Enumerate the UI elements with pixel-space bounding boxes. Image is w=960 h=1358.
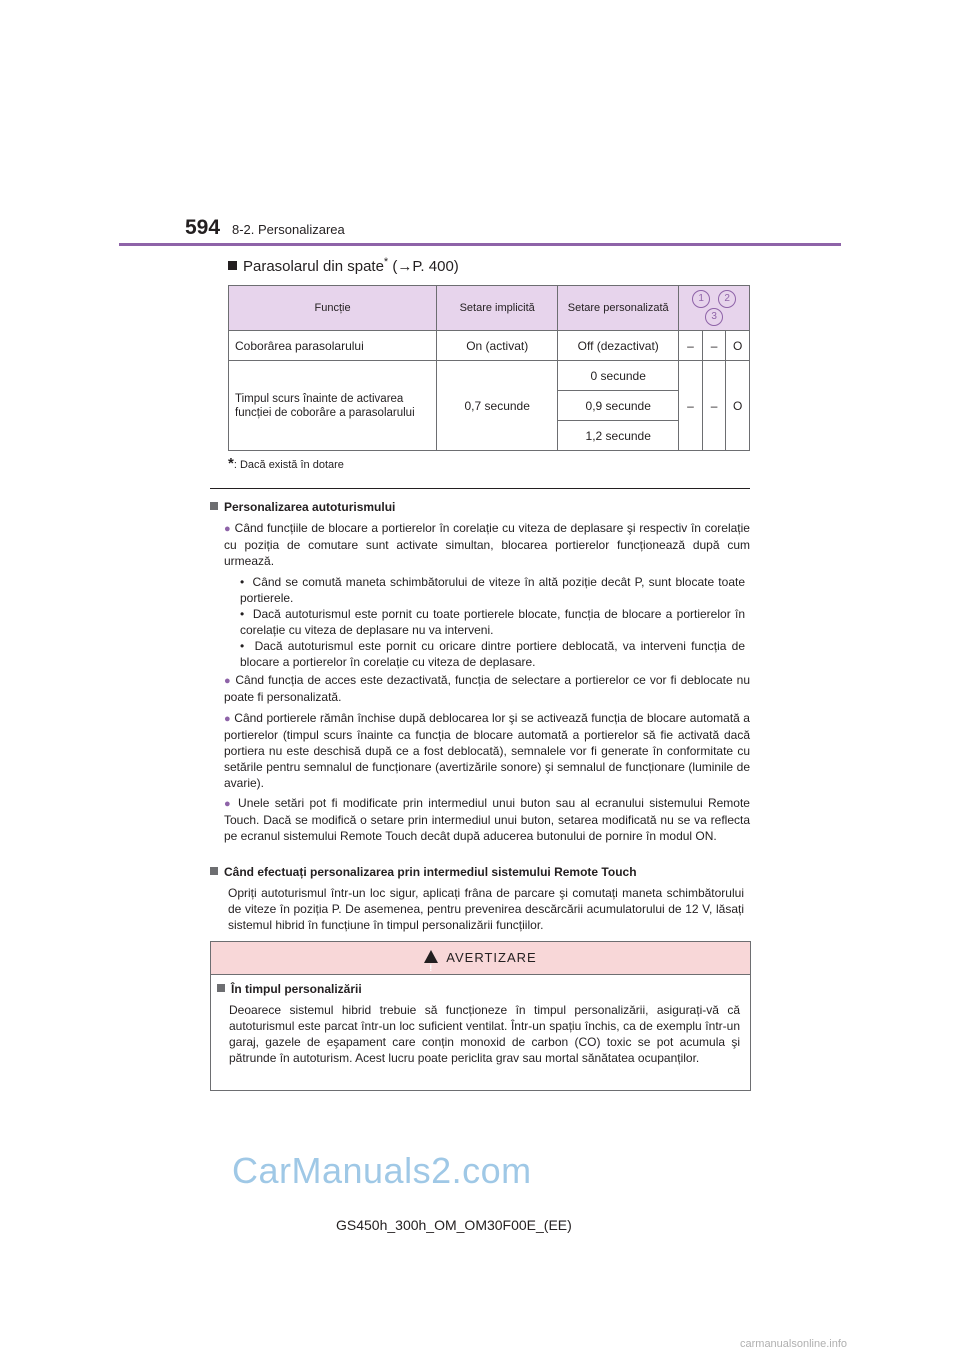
- header-implicit: Setare implicită: [437, 286, 558, 331]
- circled-number-1: 1: [692, 290, 710, 308]
- warning-text: Deoarece sistemul hibrid trebuie să funcționeze în timpul personalizării, asigurați-vă că autoturismul este parcat într-un loc suficient ventilat. Într-un spațiu închis, ca de exemplu într-un garaj, gazele de eşapament care conțin monoxid de carbon (CO) toxic se pot acumula şi pătrunde în autoturism. Acest lucru poate periclita grav sau mortal sănătatea ocupanților.: [229, 1003, 740, 1065]
- settings-table: [228, 285, 750, 451]
- table-header-row: [229, 286, 750, 331]
- sub-item: • Când se comută maneta schimbătorului de viteze în altă poziție decât P, sunt blocate toate portierele.: [240, 575, 745, 605]
- bullet-item: ● Când funcțiile de blocare a portierelor în corelație cu viteza de deplasare şi respectiv în corelație cu poziția de comutare sunt activate simultan, blocarea portierelor funcționează după cum urmează.: [224, 521, 750, 568]
- cell-method-3: O: [726, 331, 750, 361]
- square-bullet-icon: [228, 261, 237, 270]
- bullet-item: ● Unele setări pot fi modificate prin intermediul unui buton sau al ecranului sistemului Remote Touch. Dacă se modifică o setare prin intermediul unui buton, setarea modificată nu se va reflecta pe ecranul sistemului Remote Touch decât după aducerea butonului de pornire în modul ON.: [224, 796, 750, 843]
- square-bullet-icon: [210, 867, 218, 875]
- divider: [210, 488, 750, 489]
- header-methods: [679, 286, 750, 331]
- table-row: [229, 331, 750, 361]
- cell-option: 0 secunde: [558, 361, 679, 391]
- warning-box: [210, 941, 751, 1091]
- bullet-item: ● Când funcția de acces este dezactivată, funcția de selectare a portierelor ce vor fi deblocate nu poate fi personalizată.: [224, 673, 750, 704]
- dot-icon: •: [240, 607, 245, 621]
- header-rule: [119, 243, 841, 246]
- footnote: *: Dacă există în dotare: [228, 455, 344, 472]
- cell-option: 0,9 secunde: [558, 391, 679, 421]
- cell-method-2: –: [702, 331, 726, 361]
- footnote-star: *: [383, 256, 389, 268]
- dot-icon: •: [240, 575, 245, 589]
- circled-number-3: 3: [705, 308, 723, 326]
- cell-method-3: O: [726, 361, 750, 451]
- warning-triangle-icon: !: [424, 950, 438, 963]
- table-row: [229, 361, 750, 391]
- cell-method-1: –: [679, 361, 703, 451]
- dot-bullet-icon: ●: [224, 523, 231, 535]
- remote-paragraph: Opriți autoturismul într-un loc sigur, aplicați frâna de parcare şi comutați maneta schimbătorului de viteze în poziția P. De asemenea, pentru prevenirea descărcării acumulatorului de 12 V, lăsați sistemul hibrid în funcțiune în timpul personalizării funcțiilor.: [228, 886, 744, 932]
- watermark: CarManuals2.com: [232, 1150, 532, 1191]
- circled-number-2: 2: [718, 290, 736, 308]
- dot-icon: •: [240, 639, 245, 653]
- sub-item: • Dacă autoturismul este pornit cu oricare dintre portiere deblocată, va interveni funcția de blocare a portierelor în corelație cu viteza de deplasare.: [240, 639, 745, 669]
- cell-functie: Timpul scurs înainte de activarea funcției de coborâre a parasolarului: [229, 361, 437, 451]
- personalizare-heading: Personalizarea autoturismului: [210, 500, 395, 514]
- cell-method-1: –: [679, 331, 703, 361]
- cell-implicit: On (activat): [437, 331, 558, 361]
- manual-code: GS450h_300h_OM_OM30F00E_(EE): [336, 1217, 572, 1233]
- square-bullet-icon: [210, 502, 218, 510]
- chapter-title: 8-2. Personalizarea: [232, 222, 345, 237]
- square-bullet-icon: [217, 984, 225, 992]
- sub-item: • Dacă autoturismul este pornit cu toate portierele blocate, funcția de blocare a portierelor în corelație cu viteza de deplasare nu va interveni.: [240, 607, 745, 637]
- page-number: 594: [185, 216, 221, 239]
- cell-personalizat: Off (dezactivat): [558, 331, 679, 361]
- page-reference[interactable]: (→P. 400): [388, 258, 459, 275]
- dot-bullet-icon: ●: [224, 798, 233, 810]
- warning-header: ! AVERTIZARE: [211, 942, 750, 975]
- warning-title: În timpul personalizării: [217, 982, 362, 996]
- dot-bullet-icon: ●: [224, 675, 232, 687]
- site-watermark: carmanualsonline.info: [740, 1338, 848, 1350]
- remote-heading: Când efectuați personalizarea prin intermediul sistemului Remote Touch: [210, 865, 637, 879]
- bullet-item: ● Când portierele rămân închise după deblocarea lor şi se activează funcția de blocare automată a portierelor (timpul scurs înainte ca funcția de blocare automată a portierelor să fie activată dacă portiera nu este deschisă după ce a fost deblocată), semnalele vor fi generate în conformitate cu setările pentru semnalul de funcționare (avertizările sonore) şi semnalul de funcționare (luminile de avarie).: [224, 711, 750, 790]
- cell-functie: Coborârea parasolarului: [229, 331, 437, 361]
- header-personalizat: Setare personalizată: [558, 286, 679, 331]
- cell-method-2: –: [702, 361, 726, 451]
- header-functie: Funcție: [229, 286, 437, 331]
- cell-implicit: 0,7 secunde: [437, 361, 558, 451]
- dot-bullet-icon: ●: [224, 713, 231, 725]
- cell-option: 1,2 secunde: [558, 421, 679, 451]
- section-title: Parasolarul din spate* (→P. 400): [228, 256, 459, 275]
